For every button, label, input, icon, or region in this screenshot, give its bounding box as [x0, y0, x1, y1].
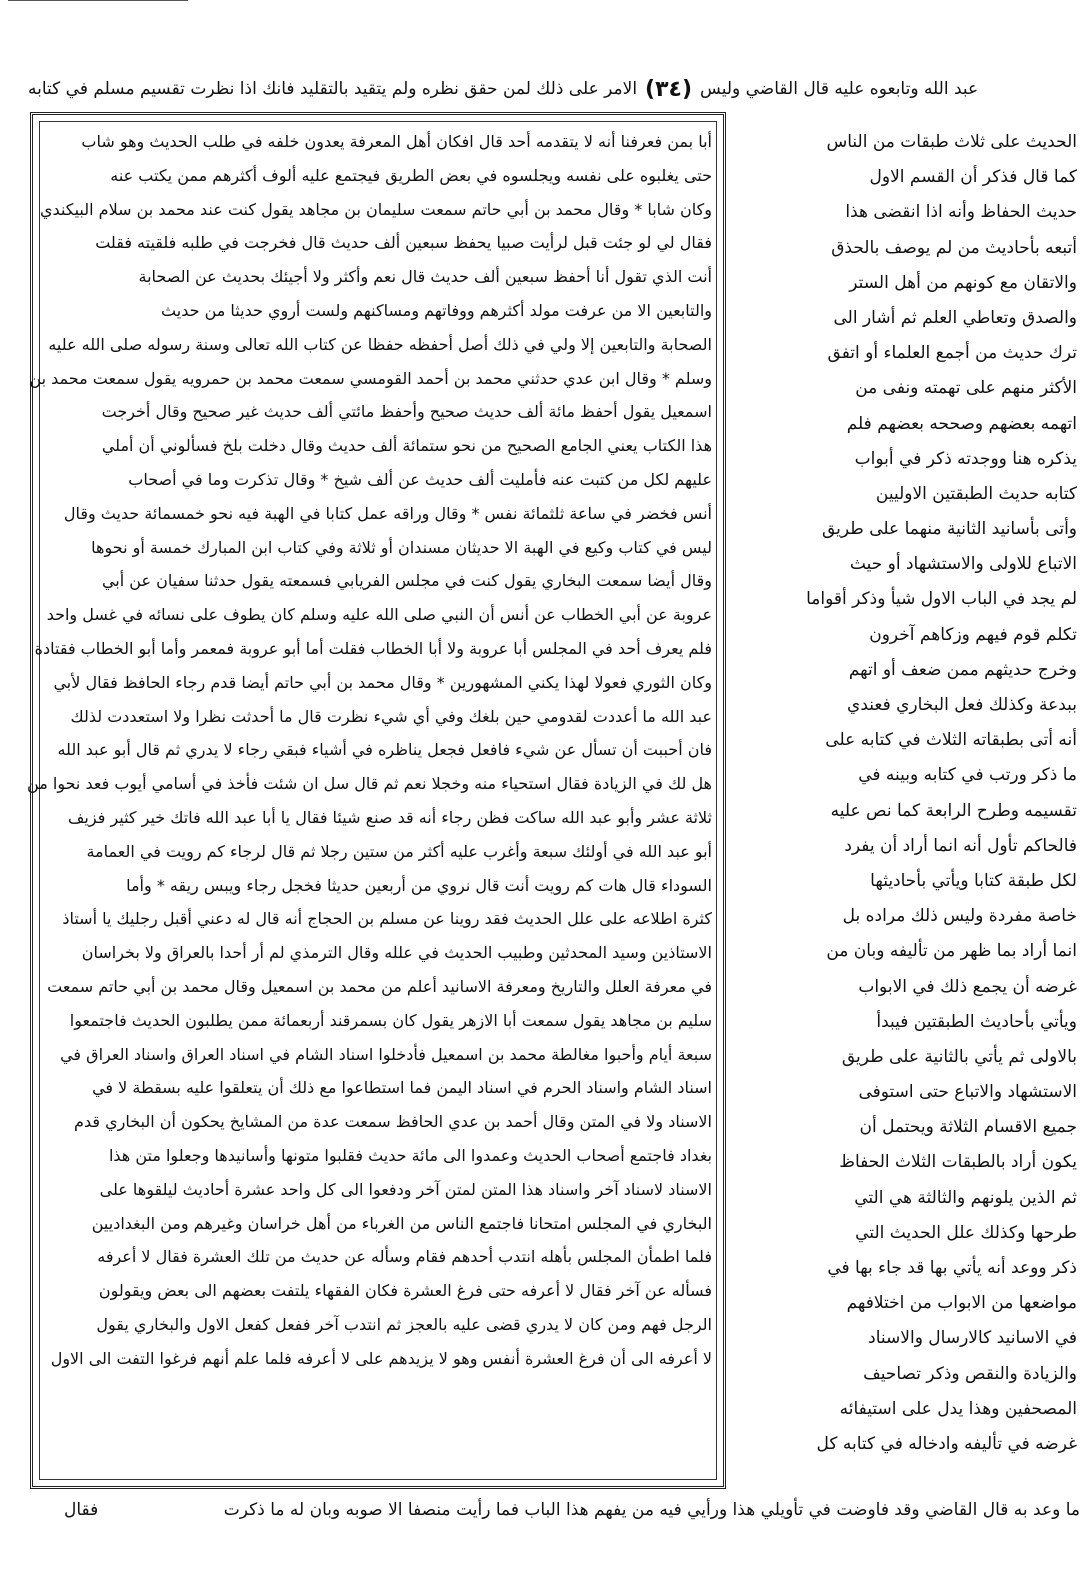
margin-text-line: طرحها وكذلك علل الحديث التي	[855, 1222, 1077, 1243]
margin-text-line: لكل طبقة كتابا ويأتي بأحاديثها	[870, 870, 1077, 891]
main-text-line: الرجل فهم ومن كان لا يدري قضى عليه بالعجز ثم انتدب آخر ففعل كفعل الاول والبخاري يقول	[96, 1314, 712, 1334]
main-text-line: لا أعرفه الى أن فرغ العشرة أنفس وهو لا يزيدهم على لا أعرفه فلما علم أنهم فرغوا التفت الى الاول	[50, 1348, 712, 1368]
main-text-line: كثرة اطلاعه على علل الحديث فقد روينا عن مسلم بن الحجاج أنه قال له دعني أقبل رجليك يا أستاذ	[62, 909, 712, 929]
main-text-block	[27, 125, 712, 1480]
main-text-line: حتى يغلبوه على نفسه ويجلسوه في بعض الطريق فيجتمع عليه ألوف أكثرهم ممن يكتب عنه	[110, 165, 712, 185]
margin-text-line: فالحاكم تأول أنه انما أراد أن يفرد	[844, 835, 1077, 856]
main-text-line: عبد الله ما أعددت لقدومي حين بلغك وفي أي شيء نظرت قال ما أحدثت نظرا ولا استعددت لذلك	[70, 706, 712, 726]
margin-text-line: بالاولى ثم يأتي بالثانية على طريق	[841, 1046, 1077, 1067]
margin-text-line: مواضعها من الابواب من اختلافهم	[846, 1293, 1077, 1314]
main-text-line: الصحابة والتابعين إلا ولي في ذلك أصل أحفظه حفظا عن كتاب الله تعالى وسنة رسوله صلى الله عليه	[48, 334, 712, 354]
main-text-line: بغداد فاجتمع أصحاب الحديث وعمدوا الى مائة حديث فقلبوا متونها وأسانيدها وجعلوا متن هذا	[108, 1145, 712, 1165]
header-right-text: عبد الله وتابعوه عليه قال القاضي وليس	[700, 79, 979, 99]
main-text-line: فلم يعرف أحد في المجلس أبا عروبة ولا أبا الخطاب فقلت أما أبو عروبة فمعمر وأما أبو الخطاب فقتادة	[34, 638, 712, 658]
margin-text-line: والصدق وتعاطي العلم ثم أشار الى	[833, 307, 1077, 328]
catchword: فقال	[64, 1500, 99, 1520]
margin-text-line: غرضه في تأليفه وادخاله في كتابه كل	[816, 1433, 1077, 1454]
main-text-line: هل لك في الزيادة فقال استحياء منه وخجلا نعم ثم قال سل ان شئت فأخذ في أسامي أيوب فعد نحوا من	[27, 774, 712, 794]
margin-text-line: كما قال فذكر أن القسم الاول	[869, 167, 1077, 188]
margin-text-line: وخرج حديثهم ممن ضعف أو اتهم	[848, 659, 1077, 680]
top-rule	[8, 0, 188, 11]
margin-text-line: الاتباع للاولى والاستشهاد أو حيث	[849, 554, 1077, 575]
main-text-line: عروبة عن أبي الخطاب عن أنس أن النبي صلى الله عليه وسلم كان يطوف على نسائه في غسل واحد	[46, 605, 712, 625]
margin-text-line: جميع الاقسام الثلاثة ويحتمل أن	[859, 1117, 1077, 1138]
margin-text-line: ثم الذين يلونهم والثالثة هي التي	[854, 1187, 1077, 1208]
main-text-line: وكان الثوري فعولا لهذا يكني المشهورين * وقال محمد بن أبي حاتم أيضا قدم رجاء الحافظ فقال لأبي	[53, 672, 712, 692]
main-text-line: فان أحببت أن تسأل عن شيء فافعل فجعل يناظره في أشياء فبقي رجاء لا يدري ثم قال أبو عبد الله	[57, 740, 712, 760]
running-header	[28, 70, 1078, 108]
margin-text-line: غرضه أن يجمع ذلك في الابواب	[858, 976, 1077, 997]
margin-text-line: أتبعه بأحاديث من لم يوصف بالحذق	[831, 237, 1077, 258]
margin-text-line: ببدعة وكذلك فعل البخاري فعندي	[847, 695, 1077, 715]
page-number: (٣٤)	[645, 76, 693, 102]
main-text-line: سبعة أيام وأحبوا مغالطة محمد بن اسمعيل فأدخلوا اسناد الشام في اسناد العراق واسناد العراق في	[60, 1044, 712, 1064]
margin-text-line: حديث الحفاظ وأنه اذا انقضى هذا	[845, 202, 1077, 223]
margin-commentary	[735, 125, 1077, 1485]
margin-text-line: تقسيمه وطرح الرابعة كما نص عليه	[830, 800, 1077, 821]
margin-text-line: في الاسانيد كالارسال والاسناد	[868, 1328, 1077, 1349]
margin-text-line: والزيادة والنقص وذكر تصاحيف	[863, 1363, 1077, 1384]
main-text-line: الاستاذين وسيد المحدثين وطبيب الحديث في علله وقال الترمذي لم أر أحدا بالعراق ولا بخراسان	[81, 943, 712, 963]
margin-text-line: والاتقان مع كونهم من أهل الستر	[849, 272, 1077, 293]
margin-text-line: وأتى بأسانيد الثانية منهما على طريق	[822, 519, 1077, 540]
main-text-line: البخاري في المجلس امتحانا فاجتمع الناس من الغرباء من أهل خراسان وغيرهم ومن البغداديين	[91, 1213, 712, 1233]
main-text-line: فلما اطمأن المجلس بأهله انتدب أحدهم فقام وسأله عن حديث من تلك العشرة فقال لا أعرفه	[97, 1247, 712, 1267]
main-text-line: السوداء قال هات كم رويت أنت قال نروي من أربعين حديثا فخجل رجاء ويبس ريقه * وأما	[126, 875, 712, 895]
margin-text-line: كتابه حديث الطبقتين الاوليين	[875, 483, 1077, 504]
main-text-line: أنس فخضر في ساعة ثلثمائة نفس * وقال وراقه عمل كتابا في الهبة فيه نحو خمسمائة حديث وقال	[63, 503, 712, 523]
margin-text-line: يذكره هنا ووجدته ذكر في أبواب	[854, 448, 1077, 469]
main-text-line: عليهم لكل من كتبت عنه فأمليت ألف حديث عن ألف شيخ * وقال تذكرت وما في أصحاب	[128, 469, 712, 489]
footer-text: ما وعد به قال القاضي وقد فاوضت في تأويلي هذا ورأيي فيه من يفهم هذا الباب فما رأيت منصفا الا صوبه وبان له ما ذكرت	[223, 1500, 1080, 1520]
margin-text-line: ويأتي بأحاديث الطبقتين فيبدأ	[876, 1011, 1077, 1032]
main-text-line: هذا الكتاب يعني الجامع الصحيح من نحو ستمائة ألف حديث وقال دخلت بلخ فسألوني أن أملي	[101, 436, 712, 456]
main-text-line: سليم بن مجاهد يقول سمعت أبا الازهر يقول كان بسمرقند أربعمائة ممن يطلبون الحديث فاجتمعوا	[69, 1010, 712, 1030]
main-text-line: أبو عبد الله في أولئك سبعة وأغرب عليه أكثر من ستين رجلا ثم قال لرجاء كم رويت في العمامة	[86, 841, 712, 861]
margin-text-line: ترك حديث من أجمع العلماء أو اتفق	[827, 343, 1077, 364]
margin-text-line: الأكثر منهم على تهمته ونفى من	[855, 378, 1077, 399]
main-text-line: ليس في كتاب وكيع في الهبة الا حديثان مسندان أو ثلاثة وفي كتاب ابن المبارك خمسة أو نحوها	[91, 537, 712, 557]
main-text-line: وسلم * وقال ابن عدي حدثني محمد بن أحمد القومسي سمعت محمد بن حمرويه يقول سمعت محمد بن	[29, 368, 712, 388]
main-text-line: والتابعين الا من عرفت مولد أكثرهم ووفاتهم ومساكنهم ولست أروي حديثا من حديث	[161, 300, 712, 320]
margin-text-line: ذكر ووعد أنه يأتي بها قد جاء بها في	[827, 1258, 1077, 1278]
main-text-line: وكان شابا * وقال محمد بن أبي حاتم سمعت سليمان بن مجاهد يقول كنت عند محمد بن سلام البيكندي	[40, 199, 712, 219]
main-text-line: أنت الذي تقول أنا أحفظ سبعين ألف حديث قال نعم وأكثر ولا أجيئك بحديث عن الصحابة	[138, 267, 712, 287]
main-text-line: الاسناد لاسناد آخر واسناد هذا المتن لمتن آخر ودفعوا الى كل واحد عشرة أحاديث ليلقوها على	[99, 1179, 712, 1199]
main-text-line: أبا بمن فعرفنا أنه لا يتقدمه أحد قال افكان أهل المعرفة يعدون خلفه في طلب الحديث وهو شاب	[81, 132, 712, 151]
main-text-line: اسناد الشام واسناد الحرم في اسناد اليمن فما استطاعوا مع ذلك أن يتعلقوا عليه بسقطة لا في	[92, 1078, 712, 1098]
margin-text-line: تكلم قوم فيهم وزكاهم آخرون	[869, 624, 1077, 645]
page-footer	[24, 1492, 1080, 1532]
margin-text-line: المصحفين وهذا يدل على استيفائه	[839, 1398, 1077, 1419]
margin-text-line: ما ذكر ورتب في كتابه وبينه في	[858, 765, 1077, 786]
margin-text-line: اتهمه بعضهم وصححه بعضهم فلم	[846, 413, 1077, 434]
main-text-line: ثلاثة عشر وأبو عبد الله ساكت فظن رجاء أنه قد صنع شيئا فقال يا أبا عبد الله فاتك خير كثير فزيف	[67, 807, 712, 827]
main-text-line: فسأله عن آخر فقال لا أعرفه حتى فرغ العشرة فكان الفقهاء يلتفت بعضهم الى بعض ويقولون	[98, 1281, 712, 1301]
main-text-line: في معرفة العلل والتاريخ ومعرفة الاسانيد أعلم من محمد بن اسمعيل وقال محمد بن أبي حاتم سمعت	[47, 976, 712, 996]
main-text-line: فقال لي لو جئت قبل لرأيت صبيا يحفظ سبعين ألف حديث قال فخرجت في طلبه فلقيته فقلت	[95, 233, 712, 253]
main-text-line: وقال أيضا سمعت البخاري يقول كنت في مجلس الفريابي فسمعته يقول حدثنا سفيان عن أبي	[101, 571, 712, 591]
margin-text-line: يكون أراد بالطبقات الثلاث الحفاظ	[839, 1152, 1077, 1173]
margin-text-line: الحديث على ثلاث طبقات من الناس	[826, 132, 1077, 152]
margin-text-line: انما أراد بما ظهر من تأليفه وبان من	[826, 941, 1077, 962]
margin-text-line: الاستشهاد والاتباع حتى استوفى	[858, 1082, 1077, 1103]
margin-text-line: خاصة مفردة وليس ذلك مراده بل	[842, 906, 1077, 927]
margin-text-line: أنه أتى بطبقاته الثلاث في كتابه على	[825, 730, 1077, 751]
margin-text-line: لم يجد في الباب الاول شيأ وذكر أقواما	[806, 589, 1077, 610]
header-left-text: الامر على ذلك لمن حقق نظره ولم يتقيد بالتقليد فانك اذا نظرت تقسيم مسلم في كتابه	[28, 79, 638, 99]
main-text-line: اسمعيل يقول أحفظ مائة ألف حديث صحيح وأحفظ مائتي ألف حديث غير صحيح وقال أخرجت	[101, 402, 712, 422]
main-text-line: الاسناد ولا في المتن وقال أحمد بن عدي الحافظ سمعت عدة من المشايخ يحكون أن البخاري قدم	[74, 1112, 712, 1132]
